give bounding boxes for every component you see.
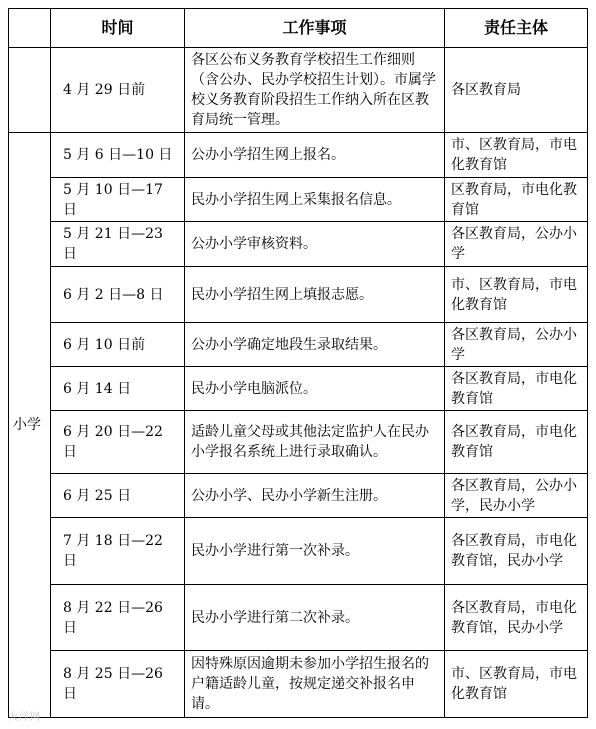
table-row: [9, 178, 588, 222]
owner-cell: 市、区教育局，市电化教育馆: [445, 651, 588, 718]
table-row: [9, 474, 588, 518]
header-time: 时间: [51, 9, 185, 48]
owner-cell: 各区教育局，市电化教育馆: [445, 367, 588, 411]
owner-cell: 各区教育局: [445, 48, 588, 133]
time-cell: 5 月 21 日—23 日: [51, 222, 185, 267]
owner-cell: 各区教育局，市电化教育馆，民办小学: [445, 585, 588, 651]
time-cell: 5 月 10 日—17 日: [51, 178, 185, 222]
table-row: [9, 651, 588, 718]
table-row: [9, 585, 588, 651]
task-cell: 公办小学审核资料。: [185, 222, 445, 267]
task-cell: 民办小学进行第一次补录。: [185, 518, 445, 585]
table-row: [9, 48, 588, 133]
owner-cell: 市、区教育局，市电化教育馆: [445, 267, 588, 323]
owner-cell: 各区教育局，公办小学: [445, 222, 588, 267]
time-cell: 6 月 14 日: [51, 367, 185, 411]
task-cell: 适龄儿童父母或其他法定监护人在民办小学报名系统上进行录取确认。: [185, 411, 445, 474]
owner-cell: 区教育局，市电化教育馆: [445, 178, 588, 222]
time-cell: 4 月 29 日前: [51, 48, 185, 133]
table-row: [9, 133, 588, 178]
owner-cell: 各区教育局，公办小学: [445, 323, 588, 367]
category-cell: 小学: [9, 133, 51, 718]
time-cell: 6 月 20 日—22 日: [51, 411, 185, 474]
watermark: 大洋网: [8, 712, 41, 723]
empty-category-cell: [9, 48, 51, 133]
task-cell: 民办小学招生网上填报志愿。: [185, 267, 445, 323]
owner-cell: 各区教育局，市电化教育馆: [445, 411, 588, 474]
task-cell: 各区公布义务教育学校招生工作细则（含公办、民办学校招生计划）。市属学校义务教育阶段招生工作纳入所在区教育局统一管理。: [185, 48, 445, 133]
table-row: [9, 222, 588, 267]
task-cell: 民办小学招生网上采集报名信息。: [185, 178, 445, 222]
owner-cell: 市、区教育局，市电化教育馆: [445, 133, 588, 178]
time-cell: 5 月 6 日—10 日: [51, 133, 185, 178]
task-cell: 公办小学招生网上报名。: [185, 133, 445, 178]
header-task: 工作事项: [185, 9, 445, 48]
task-cell: 民办小学进行第二次补录。: [185, 585, 445, 651]
table-row: [9, 323, 588, 367]
header-row: [9, 9, 588, 48]
owner-cell: 各区教育局，公办小学，民办小学: [445, 474, 588, 518]
time-cell: 7 月 18 日—22 日: [51, 518, 185, 585]
table-row: [9, 518, 588, 585]
table-row: [9, 411, 588, 474]
table-row: [9, 267, 588, 323]
task-cell: 公办小学确定地段生录取结果。: [185, 323, 445, 367]
time-cell: 6 月 2 日—8 日: [51, 267, 185, 323]
time-cell: 6 月 25 日: [51, 474, 185, 518]
table-row: [9, 367, 588, 411]
task-cell: 公办小学、民办小学新生注册。: [185, 474, 445, 518]
enrollment-schedule-table: [8, 8, 588, 718]
task-cell: 民办小学电脑派位。: [185, 367, 445, 411]
time-cell: 6 月 10 日前: [51, 323, 185, 367]
owner-cell: 各区教育局，市电化教育馆，民办小学: [445, 518, 588, 585]
task-cell: 因特殊原因逾期未参加小学招生报名的户籍适龄儿童，按规定递交补报名申请。: [185, 651, 445, 718]
time-cell: 8 月 22 日—26 日: [51, 585, 185, 651]
header-category: [9, 9, 51, 48]
header-owner: 责任主体: [445, 9, 588, 48]
time-cell: 8 月 25 日—26 日: [51, 651, 185, 718]
